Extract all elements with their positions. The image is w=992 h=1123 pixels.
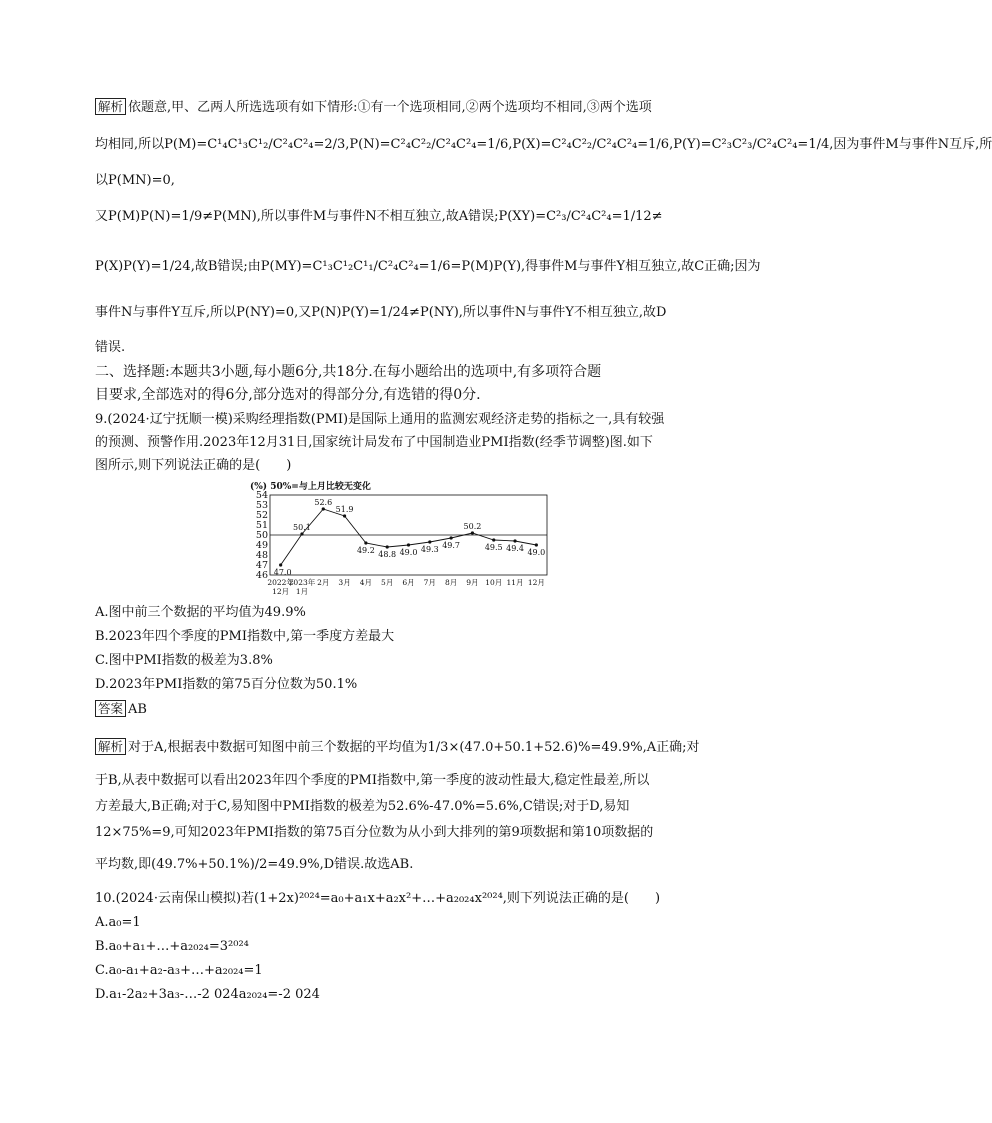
section-heading: 二、选择题:本题共3小题,每小题6分,共18分.在每小题给出的选项中,有多项符合题 (95, 364, 602, 380)
question-stem: 图所示,则下列说法正确的是( ) (95, 458, 292, 473)
x-tick-label: 5月 (381, 578, 394, 587)
x-tick-sublabel: 1月 (295, 587, 309, 596)
analysis-line: P(X)P(Y)=1/24,故B错误;由P(MY)=C¹₃C¹₂C¹₁/C²₄C²₄=1/6=P(M)P(Y),得事件M与事件Y相互独立,故C正确;因为 (95, 259, 761, 274)
data-point (279, 563, 282, 566)
pmi-line-chart (230, 480, 550, 600)
analysis-line: 以P(MN)=0, (95, 173, 175, 188)
question-stem: 10.(2024·云南保山模拟)若(1+2x)²⁰²⁴=a₀+a₁x+a₂x²+…+a₂₀₂₄x²⁰²⁴,则下列说法正确的是( ) (95, 891, 661, 906)
option-c: C.图中PMI指数的极差为3.8% (95, 653, 273, 668)
x-tick-label: 6月 (402, 578, 415, 587)
x-tick-label: 7月 (423, 578, 436, 587)
analysis-line: 解析 依题意,甲、乙两人所选选项有如下情形:①有一个选项相同,②两个选项均不相同,③两个选项 (95, 98, 700, 117)
x-tick-sublabel: 12月 (272, 587, 290, 596)
question-stem: 9.(2024·辽宁抚顺一模)采购经理指数(PMI)是国际上通用的监测宏观经济走势的指标之一,具有较强 (95, 412, 665, 427)
y-tick-label: 48 (255, 550, 268, 561)
data-point (428, 540, 431, 543)
data-point (300, 532, 303, 535)
question-stem: 的预测、预警作用.2023年12月31日,国家统计局发布了中国制造业PMI指数(经季节调整)图.如下 (95, 435, 653, 450)
analysis-line: 解析 对于A,根据表中数据可知图中前三个数据的平均值为1/3×(47.0+50.1+52.6)%=49.9%,A正确;对 (95, 738, 700, 757)
x-tick-label: 2022年 (267, 578, 294, 587)
data-label: 49.2 (356, 546, 375, 555)
x-tick-label: 12月 (527, 578, 545, 587)
y-tick-label: 46 (255, 570, 268, 581)
analysis-line: 又P(M)P(N)=1/9≠P(MN),所以事件M与事件N不相互独立,故A错误;P(XY)=C²₃/C²₄C²₄=1/12≠ (95, 209, 663, 224)
y-tick-label: 52 (255, 510, 268, 521)
y-tick-label: 50 (255, 530, 268, 541)
data-label: 50.1 (293, 523, 311, 532)
y-tick-label: 49 (255, 540, 268, 551)
data-label: 51.9 (335, 505, 354, 514)
data-point (471, 531, 474, 534)
option-b: B.a₀+a₁+…+a₂₀₂₄=3²⁰²⁴ (95, 939, 249, 954)
option-a: A.图中前三个数据的平均值为49.9% (95, 605, 306, 620)
data-label: 49.0 (527, 548, 546, 557)
section-heading: 目要求,全部选对的得6分,部分选对的得部分分,有选错的得0分. (95, 387, 481, 403)
data-point (513, 539, 516, 542)
answer-value: AB (128, 702, 147, 717)
option-c: C.a₀-a₁+a₂-a₃+…+a₂₀₂₄=1 (95, 963, 263, 978)
analysis-tag: 解析 (95, 98, 126, 115)
answer-tag: 答案 (95, 700, 126, 717)
y-tick-label: 54 (255, 490, 268, 501)
data-label: 50.2 (463, 522, 482, 531)
data-point (492, 538, 495, 541)
data-point (450, 536, 453, 539)
option-b: B.2023年四个季度的PMI指数中,第一季度方差最大 (95, 629, 395, 644)
data-point (386, 545, 389, 548)
x-tick-label: 8月 (444, 578, 458, 587)
data-label: 47.0 (273, 568, 292, 577)
analysis-line: 方差最大,B正确;对于C,易知图中PMI指数的极差为52.6%-47.0%=5.6%,C错误;对于D,易知 (95, 799, 630, 814)
x-tick-label: 2月 (317, 578, 330, 587)
analysis-line: 均相同,所以P(M)=C¹₄C¹₃C¹₂/C²₄C²₄=2/3,P(N)=C²₄C²₂/C²₄C²₄=1/6,P(X)=C²₄C²₂/C²₄C²₄=1/6,P(Y)=C²₃C²₃/C²₄C²₄=1/4,因为事件M与事件N互斥,所 (95, 137, 992, 152)
data-label: 49.0 (399, 548, 418, 557)
data-label: 49.7 (442, 541, 461, 550)
data-point (364, 541, 367, 544)
analysis-line: 事件N与事件Y互斥,所以P(NY)=0,又P(N)P(Y)=1/24≠P(NY),所以事件N与事件Y不相互独立,故D (95, 305, 667, 320)
x-tick-label: 3月 (338, 578, 351, 587)
x-tick-label: 10月 (485, 578, 503, 587)
chart-title: (%) 50%=与上月比较无变化 (250, 482, 371, 492)
x-tick-label: 11月 (506, 578, 524, 587)
option-a: A.a₀=1 (95, 915, 141, 930)
analysis-line: 12×75%=9,可知2023年PMI指数的第75百分位数为从小到大排列的第9项数据和第10项数据的 (95, 825, 654, 840)
analysis-line: 错误. (95, 340, 126, 355)
data-label: 52.6 (314, 498, 333, 507)
option-d: D.a₁-2a₂+3a₃-…-2 024a₂₀₂₄=-2 024 (95, 987, 320, 1002)
x-tick-label: 9月 (466, 578, 479, 587)
x-tick-label: 2023年 (288, 578, 316, 587)
x-tick-label: 4月 (359, 578, 373, 587)
data-point (322, 507, 325, 510)
analysis-line: 平均数,即(49.7%+50.1%)/2=49.9%,D错误.故选AB. (95, 857, 414, 872)
data-label: 49.5 (484, 543, 503, 552)
data-label: 49.4 (506, 544, 524, 553)
data-point (343, 514, 346, 517)
analysis-tag: 解析 (95, 738, 126, 755)
option-d: D.2023年PMI指数的第75百分位数为50.1% (95, 677, 358, 692)
data-label: 48.8 (378, 550, 397, 559)
y-tick-label: 47 (255, 560, 268, 571)
y-tick-label: 51 (255, 520, 268, 531)
answer-line (95, 700, 700, 719)
data-point (407, 543, 410, 546)
data-label: 49.3 (420, 545, 439, 554)
analysis-line: 于B,从表中数据可以看出2023年四个季度的PMI指数中,第一季度的波动性最大,稳定性最差,所以 (95, 773, 650, 788)
data-point (535, 543, 538, 546)
y-tick-label: 53 (255, 500, 268, 511)
